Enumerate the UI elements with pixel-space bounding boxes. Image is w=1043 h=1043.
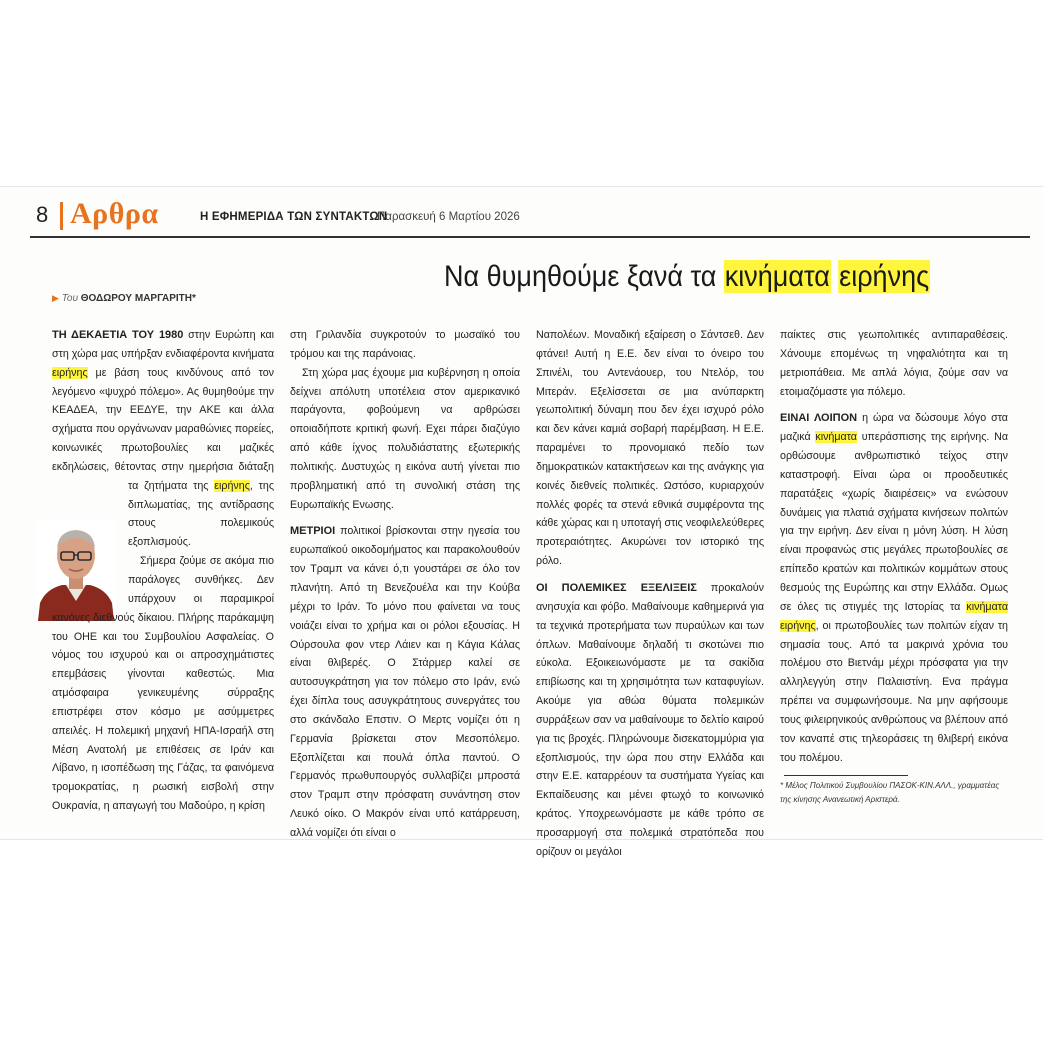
byline	[52, 293, 196, 304]
paragraph: Ναπολέων. Μοναδική εξαίρεση ο Σάντσεθ. Δεν φτάνει! Αυτή η Ε.Ε. δεν είναι το όνειρο του Σπινέλι, του Αντενάουερ, του Ντελόρ, του Μιτεράν. Εξελίσσεται σε μια ανύπαρκτη γεωπολιτική δύναμη που δεν έχει ισχυρό ρόλο και δεν κάνει καμιά σοβαρή παρέμβαση. Η Ε.Ε. παραμένει το προνομιακό πεδίο των δημοκρατικών κατακτήσεων και της ανάγκης για κοινές διεθνείς πολιτικές. Ωστόσο, κυριαρχούν πολλές φορές τα στενά εθνικά συμφέροντα της κάθε χώρας και η υποταγή στις νεοφιλελεύθερες προτεραιότητες. Ακυρώνει τον ιστορικό της ρόλο.	[536, 329, 764, 568]
text-run: με βάση τους κινδύνους από τον λεγόμενο «ψυχρό πόλεμο». Ας θυμηθούμε την ΚΕΑΔΕΑ, την ΕΕΔΥΕ, την ΑΚΕ και άλλα σχήματα που οργάνωναν μαραθώνιες πορείες, κοινωνικές πρωτοβουλίες και μαζικές εκδηλώσεις, θέτοντας στην ημερήσια διάταξη τα ζητήματα της	[52, 366, 274, 492]
portrait-wrap-space	[52, 477, 128, 591]
highlighted-phrase: κινήματα ειρήνης	[780, 600, 1008, 632]
lead-in: ΟΙ ΠΟΛΕΜΙΚΕΣ ΕΞΕΛΙΞΕΙΣ	[536, 581, 697, 594]
issue-date: Παρασκευή 6 Μαρτίου 2026	[377, 211, 520, 223]
newspaper-name: Η ΕΦΗΜΕΡΙΔΑ ΤΩΝ ΣΥΝΤΑΚΤΩΝ	[200, 211, 388, 223]
paragraph: στη Γριλανδία συγκροτούν το μωσαϊκό του τρόμου και της παράνοιας.	[290, 329, 520, 360]
headline-highlight-1: κινήματα	[724, 260, 830, 293]
highlighted-word: κινήματα	[815, 431, 857, 444]
paragraph: Στη χώρα μας έχουμε μια κυβέρνηση η οποία δείχνει απόλυτη υποτέλεια στον αμερικανικό παράγοντα, φοβούμενη να αρθρώσει οποιαδήποτε κριτική φωνή. Εχει πάρει διαζύγιο από κάθε ίχνος πολυδιάστατης εξωτερικής πολιτικής. Δυστυχώς η εικόνα αυτή γίνεται πιο προβληματική από τη συνολική στάση της Ευρωπαϊκής Ενωσης.	[290, 366, 520, 511]
section-title: Αρθρα	[70, 197, 159, 230]
page-number: 8	[36, 202, 49, 227]
article-column-3	[536, 326, 764, 862]
paragraph	[780, 409, 1008, 767]
article-column-4	[780, 326, 1008, 767]
highlighted-word: ειρήνης	[52, 366, 88, 379]
text-run: , οι πρωτοβουλίες των πολιτών είχαν τη σημασία τους. Από τα μακρινά χρόνια του πολέμου στο Βιετνάμ μέχρι πρόσφατα για την αλληλεγγύη στην Παλαιστίνη. Ενα πράγμα πρέπει να συμφωνήσουμε. Να μην αφήσουμε τους φιλειρηνικούς ανθρώπους να βλέπουν από τον καναπέ στις τηλεοράσεις τη θλιβερή εικόνα του πολέμου.	[780, 619, 1008, 764]
paragraph: Σήμερα ζούμε σε ακόμα πιο παράλογες συνθήκες. Δεν υπάρχουν οι παραμικροί κανόνες διεθνούς δίκαιου. Πλήρης παράκαμψη του ΟΗΕ και του Συμβουλίου Ασφαλείας. Ο νόμος του ισχυρού και οι απροσχημάτιστες επεμβάσεις γίνονται καθεστώς. Μια ατμόσφαιρα γενικευμένης σύρραξης επιστρέφει στον κόσμο με ασύμμετρες απειλές. Η πολεμική μηχανή ΗΠΑ-Ισραήλ στη Μέση Ανατολή με επιθέσεις σε Ιράν και Λίβανο, η ισοπέδωση της Γάζας, τα φαινόμενα τρομοκρατίας, η ρωσική εισβολή στην Ουκρανία, η απαγωγή του Μαδούρο, η κρίση	[52, 555, 274, 813]
lead-in: ΤΗ ΔΕΚΑΕΤΙΑ ΤΟΥ 1980	[52, 329, 184, 341]
author-footnote: * Μέλος Πολιτικού Συμβουλίου ΠΑΣΟΚ-ΚΙΝ.ΑΛΛ., γραμματέας της κίνησης Ανανεωτική Αριστερά.	[780, 781, 1000, 804]
section-divider	[60, 202, 63, 230]
article-column-2	[290, 326, 520, 843]
byline-prefix: Του	[61, 293, 78, 304]
headline-highlight-2: ειρήνης	[839, 260, 930, 293]
text-run: η ώρα να δώσουμε λόγο στα μαζικά	[780, 412, 1008, 444]
headline-text: Να θυμηθούμε ξανά τα	[444, 260, 717, 293]
header-rule	[30, 236, 1030, 238]
text-run: στην Ευρώπη και στη χώρα μας υπήρξαν ενδιαφέροντα κινήματα	[52, 329, 274, 360]
text-run: πολιτικοί βρίσκονται στην ηγεσία του ευρωπαϊκού οικοδομήματος και παρακολουθούν τον Τραμπ να κάνει ό,τι γουστάρει σε όλο τον πλανήτη. Από τη Βενεζουέλα και την Κούβα μέχρι το Ιράν. Το μόνο που φαίνεται να τους νοιάζει είναι το χρήμα και οι ρόλοι εξουσίας. Η Ούρσουλα φον ντερ Λάιεν και η Κάγια Κάλας είναι θλιβερές. Ο Στάρμερ καλεί σε αυτοσυγκράτηση για τον πόλεμο στο Ιράν, ενώ έχει δίπλα τους ασυγκράτητους συνεργάτες του στο σκάνδαλο Επστιν. Ο Μερτς νομίζει ότι η Γερμανία βρίσκεται στον Μεσοπόλεμο. Εξοπλίζεται και πουλά όπλα παντού. Ο Γερμανός πρωθυπουργός συλλαβίζει μπροστά στον Τραμπ στην πρόσφατη συνάντηση στον Λευκό οίκο. Ο Μακρόν είναι υπό κατάρρευση, αλλά νομίζει ότι είναι ο	[290, 525, 520, 839]
paragraph: παίκτες στις γεωπολιτικές αντιπαραθέσεις. Χάνουμε επομένως τη νηφαλιότητα και τη μετριοπάθεια. Με απλά λόγια, ζούμε σαν να ετοιμαζόμαστε για πόλεμο.	[780, 329, 1008, 398]
paragraph	[290, 522, 520, 842]
highlighted-word: ειρήνης	[214, 479, 250, 492]
paragraph	[536, 579, 764, 862]
article-column-1	[52, 326, 274, 816]
article-headline	[390, 258, 930, 296]
paragraph	[52, 326, 274, 552]
byline-arrow-icon: ▶	[52, 293, 59, 303]
lead-in: ΜΕΤΡΙΟΙ	[290, 525, 336, 538]
text-run: , της διπλωματίας, της αντίδρασης στους πολεμικούς εξοπλισμούς.	[128, 479, 274, 549]
text-run: προκαλούν ανησυχία και φόβο. Μαθαίνουμε καθημερινά για τα τεχνικά προτερήματα των πυραύλων και των όπλων. Μαθαίνουμε δηλαδή τι σκοτώνει πιο εύκολα. Εξοικειωνόμαστε με τα σακίδια επιβίωσης και τη χρησιμότητα των καταφυγίων. Ακούμε για αθώα θύματα πολεμικών συρράξεων σαν να μαθαίνουμε το δελτίο καιρού για τις βροχές. Πληρώνουμε δισεκατομμύρια για εξοπλισμούς, την ώρα που στην Ελλάδα και στην Ε.Ε. καταρρέουν τα συστήματα Υγείας και Εκπαίδευσης και μένει φτωχό το κοινωνικό κράτος. Υποχρεωνόμαστε με κάθε τρόπο σε προσαρμογή στα πολεμικά στρατόπεδα που ορίζουν οι μεγάλοι	[536, 581, 764, 858]
lead-in: ΕΙΝΑΙ ΛΟΙΠΟΝ	[780, 412, 858, 425]
text-run: υπεράσπισης της ειρήνης. Να ορθώσουμε ανθρωπιστικό τείχος στην καταστροφή. Είναι ώρα οι προοδευτικές παρατάξεις «χωρίς διαιρέσεις» να ενώσουν δυνάμεις για πλατιά σχήματα κινήσεων πολιτών για την ειρήνη. Δεν είναι η μόνη λύση. Η λύση είναι προφανώς στις μεγάλες πρωτοβουλίες σε επίπεδο κρατών και πολιτικών κομμάτων στους θεσμούς της Ευρώπης και στην Ελλάδα. Ομως σε όλες τις στιγμές της Ιστορίας τα	[780, 431, 1009, 613]
footnote-rule	[784, 775, 908, 776]
page-header	[30, 198, 1030, 238]
byline-author: ΘΟΔΩΡΟΥ ΜΑΡΓΑΡΙΤΗ*	[80, 293, 196, 304]
